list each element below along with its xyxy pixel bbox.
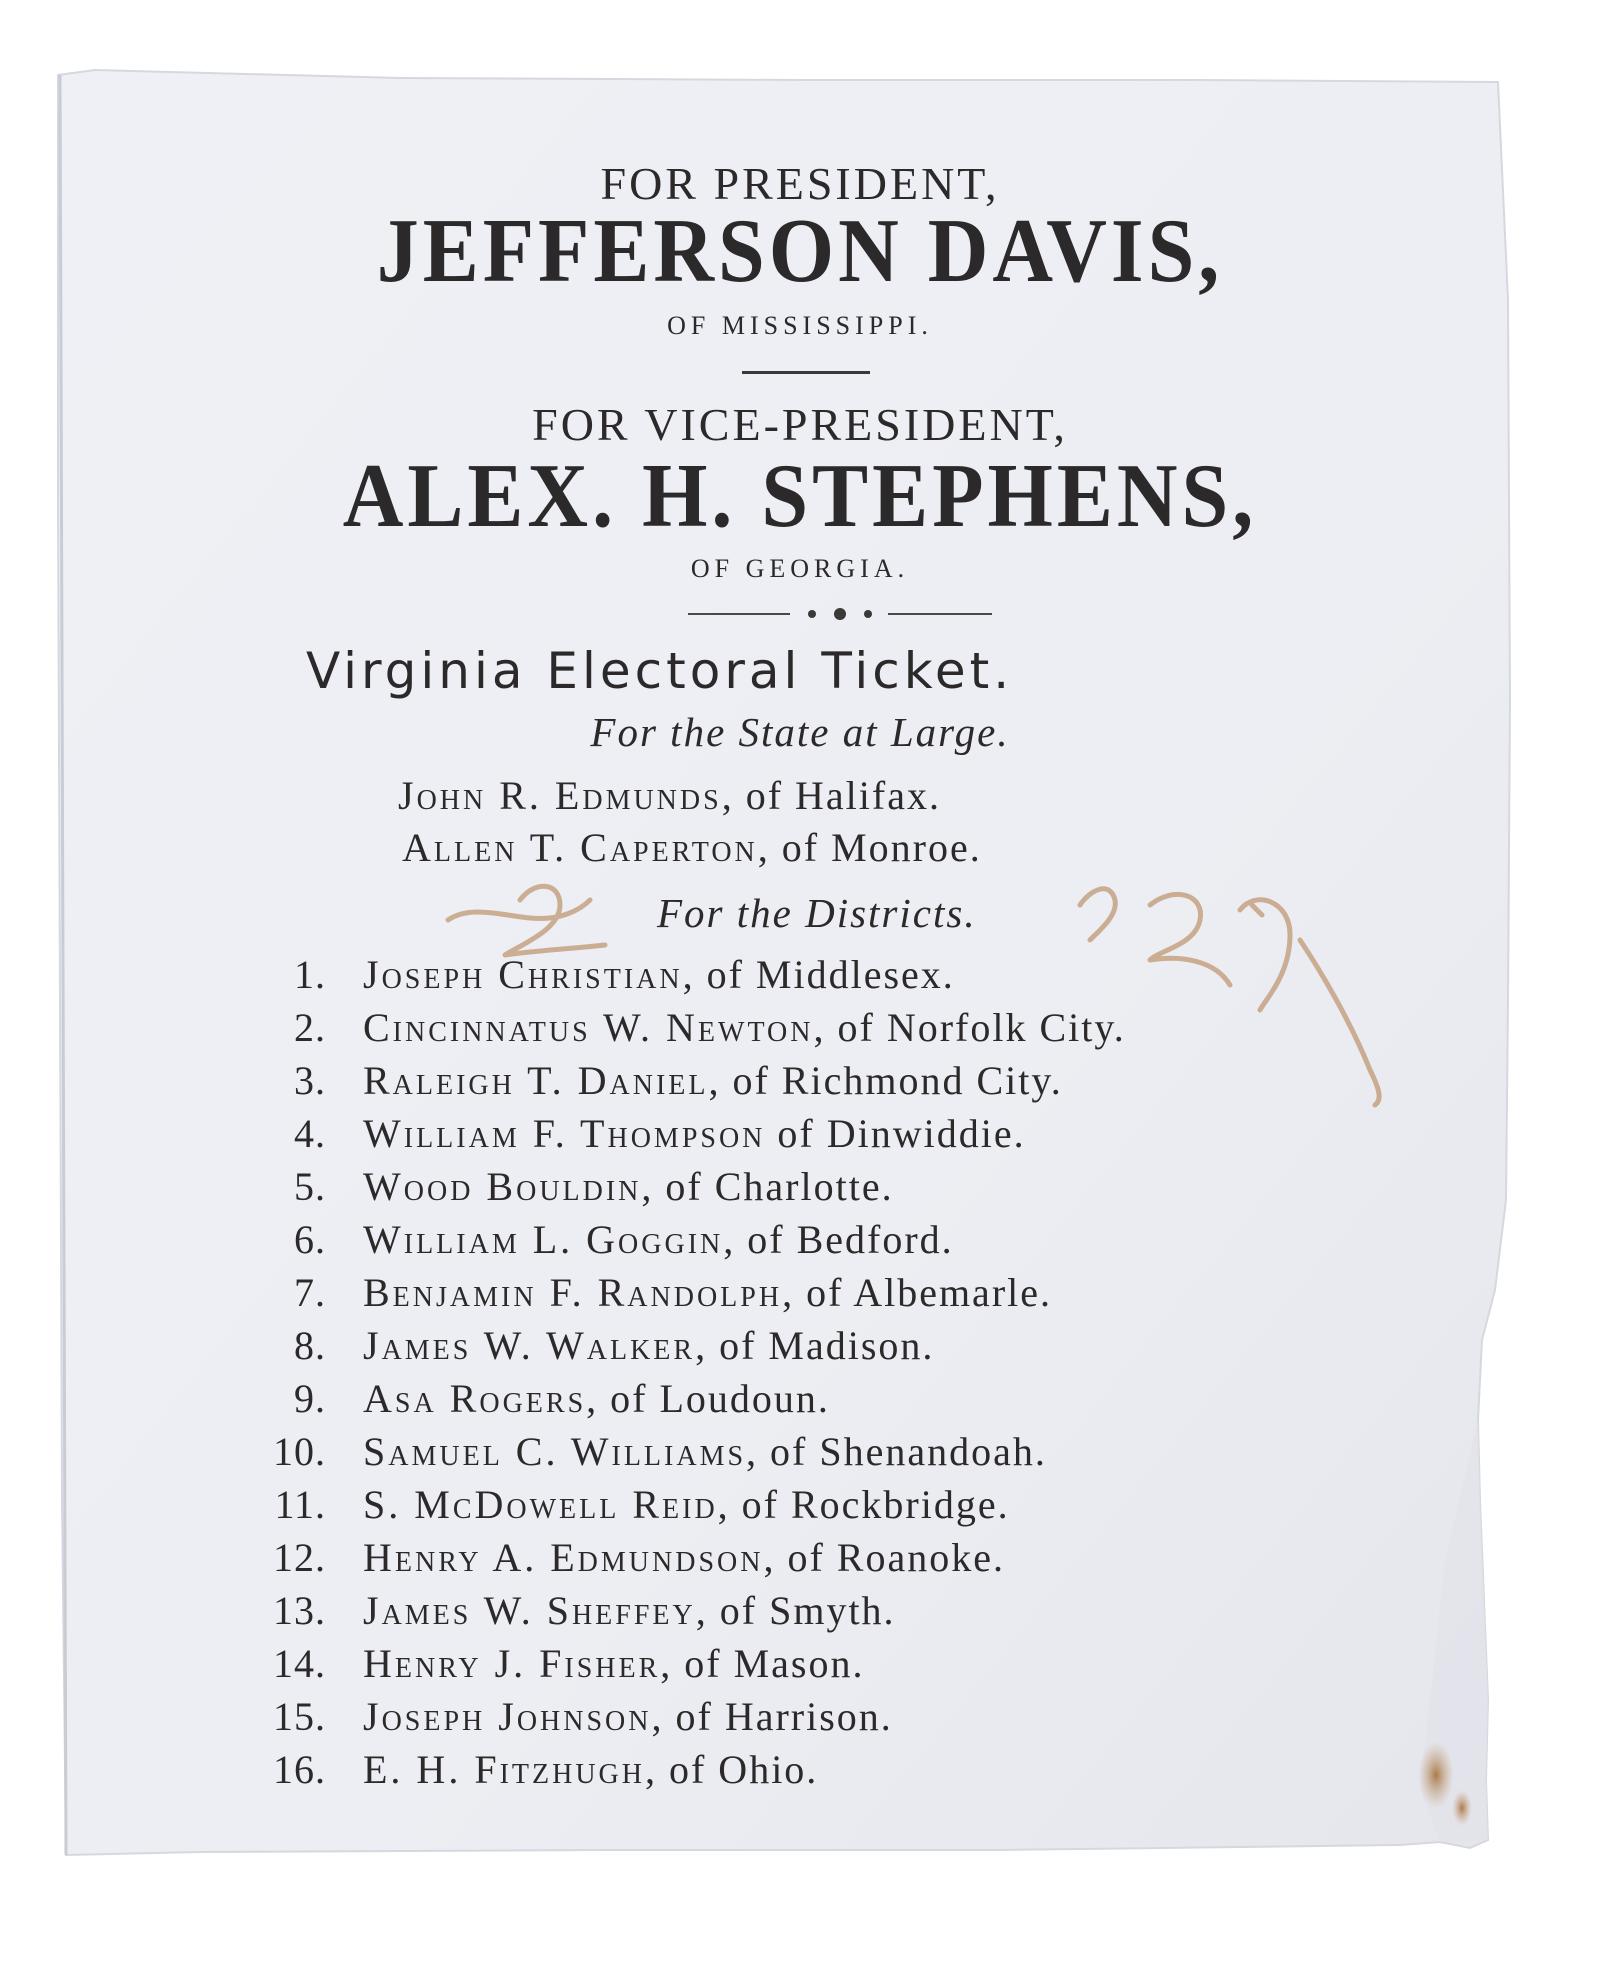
divider-rule [742,371,870,374]
elector-name: Raleigh T. Daniel [363,1058,709,1103]
elector-county: , of Ohio. [644,1747,819,1792]
elector-county: , of Roanoke. [763,1535,1005,1580]
elector-name: Wood Bouldin [363,1164,642,1209]
elector-name: James W. Walker [363,1323,696,1368]
elector-name: S. McDowell Reid [363,1482,718,1527]
elector-name: Joseph Christian [363,952,683,997]
elector-county: , of Albemarle. [782,1270,1052,1315]
elector-name: Asa Rogers [363,1376,587,1421]
district-number: 9. [294,1376,326,1421]
district-number: 8. [294,1323,326,1368]
district-number: 15. [273,1694,326,1739]
elector-county: , of Madison. [695,1323,935,1368]
district-number: 16. [273,1747,326,1792]
elector-name: Henry J. Fisher [363,1641,661,1686]
district-number: 11. [274,1482,326,1527]
elector-county: , of Harrison. [651,1694,893,1739]
district-number: 14. [273,1641,326,1686]
elector-name: Allen T. Caperton [402,825,758,870]
elector-name: William F. Thompson [363,1111,766,1156]
elector-name: Cincinnatus W. Newton [363,1005,814,1050]
district-number: 1. [294,952,326,997]
elector-county: , of Rockbridge. [717,1482,1010,1527]
elector-county: , of Smyth. [695,1588,896,1633]
elector-county: , of Norfolk City. [813,1005,1126,1050]
elector-name: Joseph Johnson [363,1694,652,1739]
elector-name: James W. Sheffey [363,1588,696,1633]
elector-county: , of Richmond City. [708,1058,1063,1103]
president-office: FOR PRESIDENT, [600,158,1000,209]
district-number: 3. [294,1058,326,1103]
elector-name: Henry A. Edmundson [363,1535,764,1580]
at-large-heading: For the State at Large. [590,709,1010,755]
vice-president-office: FOR VICE-PRESIDENT, [532,399,1068,450]
elector-name: Benjamin F. Randolph [363,1270,783,1315]
at-large-elector [402,825,982,870]
district-number: 13. [273,1588,326,1633]
elector-name: William L. Goggin [363,1217,724,1262]
elector-county: of Dinwiddie. [765,1111,1026,1156]
elector-county: , of Halifax. [721,773,941,818]
elector-county: , of Monroe. [757,825,982,870]
vice-president-state: OF GEORGIA. [690,554,910,583]
districts-heading: For the Districts. [657,890,977,936]
at-large-elector [398,773,941,818]
ticket-title: Virginia Electoral Ticket. [306,642,1014,700]
elector-county: , of Loudoun. [586,1376,830,1421]
district-number: 12. [273,1535,326,1580]
elector-county: , of Bedford. [723,1217,954,1262]
elector-name: E. H. Fitzhugh [363,1747,645,1792]
elector-county: , of Shenandoah. [746,1429,1047,1474]
district-number: 5. [294,1164,326,1209]
district-number: 6. [294,1217,326,1262]
elector-county: , of Charlotte. [641,1164,894,1209]
district-number: 2. [294,1005,326,1050]
district-number: 4. [294,1111,326,1156]
elector-county: , of Middlesex. [682,952,955,997]
vice-president-name: ALEX. H. STEPHENS, [342,446,1258,547]
president-name: JEFFERSON DAVIS, [376,201,1224,302]
elector-name: John R. Edmunds [398,773,722,818]
president-state: OF MISSISSIPPI. [667,311,933,340]
elector-county: , of Mason. [660,1641,865,1686]
elector-name: Samuel C. Williams [363,1429,747,1474]
district-number: 10. [273,1429,326,1474]
district-number: 7. [294,1270,326,1315]
